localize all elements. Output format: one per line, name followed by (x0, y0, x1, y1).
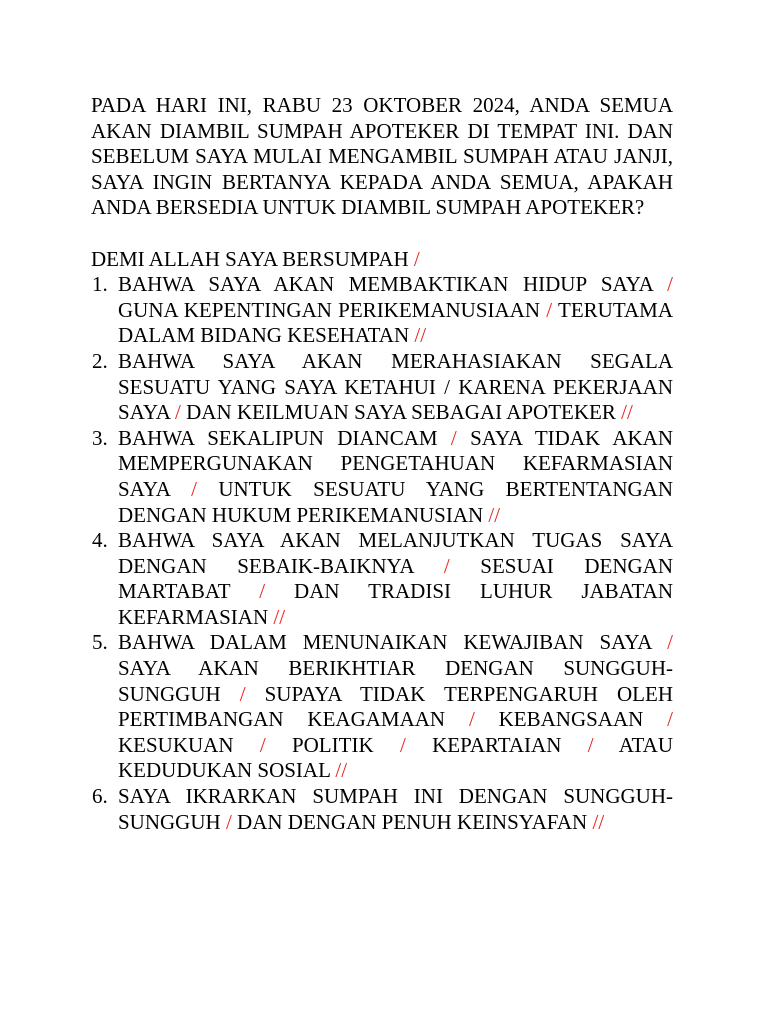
oath-item-number: 1. (92, 272, 108, 297)
intro-paragraph: PADA HARI INI, RABU 23 OKTOBER 2024, ANDA SEMUA AKAN DIAMBIL SUMPAH APOTEKER DI TEMPAT INI. DAN SEBELUM SAYA MULAI MENGAMBIL SUMPAH ATAU JANJI, SAYA INGIN BERTANYA KEPADA ANDA SEMUA, APAKAH ANDA BERSEDIA UNTUK DIAMBIL SUMPAH APOTEKER? (91, 93, 673, 220)
oath-text: SUPAYA TIDAK TERPENGARUH OLEH PERTIMBANGAN KEAGAMAAN (118, 681, 673, 732)
oath-text: BAHWA SAYA AKAN MELANJUTKAN TUGAS SAYA DENGAN SEBAIK-BAIKNYA (118, 528, 673, 578)
pause-mark: / (667, 630, 673, 655)
pause-mark: / (259, 579, 266, 604)
oath-text: DAN TRADISI LUHUR JABATAN KEFARMASIAN (118, 579, 673, 629)
oath-item-number: 2. (92, 348, 108, 373)
oath-text: DAN KEILMUAN SAYA SEBAGAI APOTEKER (180, 400, 622, 425)
pause-mark: / (191, 476, 197, 501)
oath-text: BAHWA SAYA AKAN MEMBAKTIKAN HIDUP SAYA (118, 272, 668, 297)
pause-mark: // (488, 502, 501, 527)
pause-mark: / (259, 732, 266, 757)
pause-mark: / (413, 246, 420, 271)
oath-heading (91, 247, 673, 273)
oath-text: POLITIK (265, 732, 400, 757)
oath-item (91, 426, 673, 528)
oath-item (91, 528, 673, 630)
pause-mark: // (335, 758, 348, 783)
oath-list (91, 272, 673, 835)
oath-text: SESUAI DENGAN MARTABAT (118, 553, 673, 604)
pause-mark: / (443, 553, 450, 578)
pause-mark: / (587, 732, 594, 757)
oath-text: KESUKUAN (118, 732, 260, 757)
pause-mark: / (450, 425, 457, 450)
pause-mark: / (667, 707, 673, 732)
oath-text: TERUTAMA DALAM BIDANG KESEHATAN (118, 297, 673, 348)
oath-text: KEBANGSAAN (474, 707, 668, 732)
oath-item (91, 349, 673, 426)
oath-text: BAHWA SEKALIPUN DIANCAM (118, 425, 451, 450)
oath-text: SAYA AKAN BERIKHTIAR DENGAN SUNGGUH-SUNGGUH (118, 656, 673, 706)
pause-mark: // (273, 604, 286, 629)
oath-text: BAHWA SAYA AKAN MERAHASIAKAN SEGALA SESUATU YANG SAYA KETAHUI / KARENA PEKERJAAN SAYA (118, 348, 673, 425)
oath-item-number: 6. (92, 784, 108, 809)
oath-item (91, 630, 673, 784)
oath-item-number: 5. (92, 630, 108, 655)
document-page (91, 93, 673, 835)
oath-heading-text: DEMI ALLAH SAYA BERSUMPAH (91, 246, 409, 271)
pause-mark: / (399, 732, 406, 757)
paragraph-spacer (91, 221, 673, 247)
oath-text: SAYA IKRARKAN SUMPAH INI DENGAN SUNGGUH-SUNGGUH (118, 784, 673, 834)
oath-text: UNTUK SESUATU YANG BERTENTANGAN DENGAN HUKUM PERIKEMANUSIAN (118, 476, 673, 527)
oath-item-number: 4. (92, 528, 108, 553)
pause-mark: / (175, 400, 181, 425)
oath-item (91, 784, 673, 835)
pause-mark: // (414, 323, 427, 348)
oath-text: KEPARTAIAN (405, 732, 588, 757)
pause-mark: / (667, 272, 673, 297)
oath-text: DAN DENGAN PENUH KEINSYAFAN (231, 809, 593, 834)
pause-mark: / (546, 297, 553, 322)
oath-text: SAYA TIDAK AKAN MEMPERGUNAKAN PENGETAHUAN KEFARMASIAN SAYA (118, 425, 674, 501)
oath-text: GUNA KEPENTINGAN PERIKEMANUSIAAN (118, 297, 547, 322)
pause-mark: / (225, 809, 232, 834)
oath-text: BAHWA DALAM MENUNAIKAN KEWAJIBAN SAYA (118, 630, 668, 655)
pause-mark: // (592, 809, 605, 834)
pause-mark: // (621, 400, 633, 425)
oath-text: ATAU KEDUDUKAN SOSIAL (118, 732, 674, 783)
oath-item-number: 3. (92, 425, 108, 450)
pause-mark: / (468, 707, 475, 732)
oath-item (91, 272, 673, 349)
pause-mark: / (239, 681, 246, 706)
